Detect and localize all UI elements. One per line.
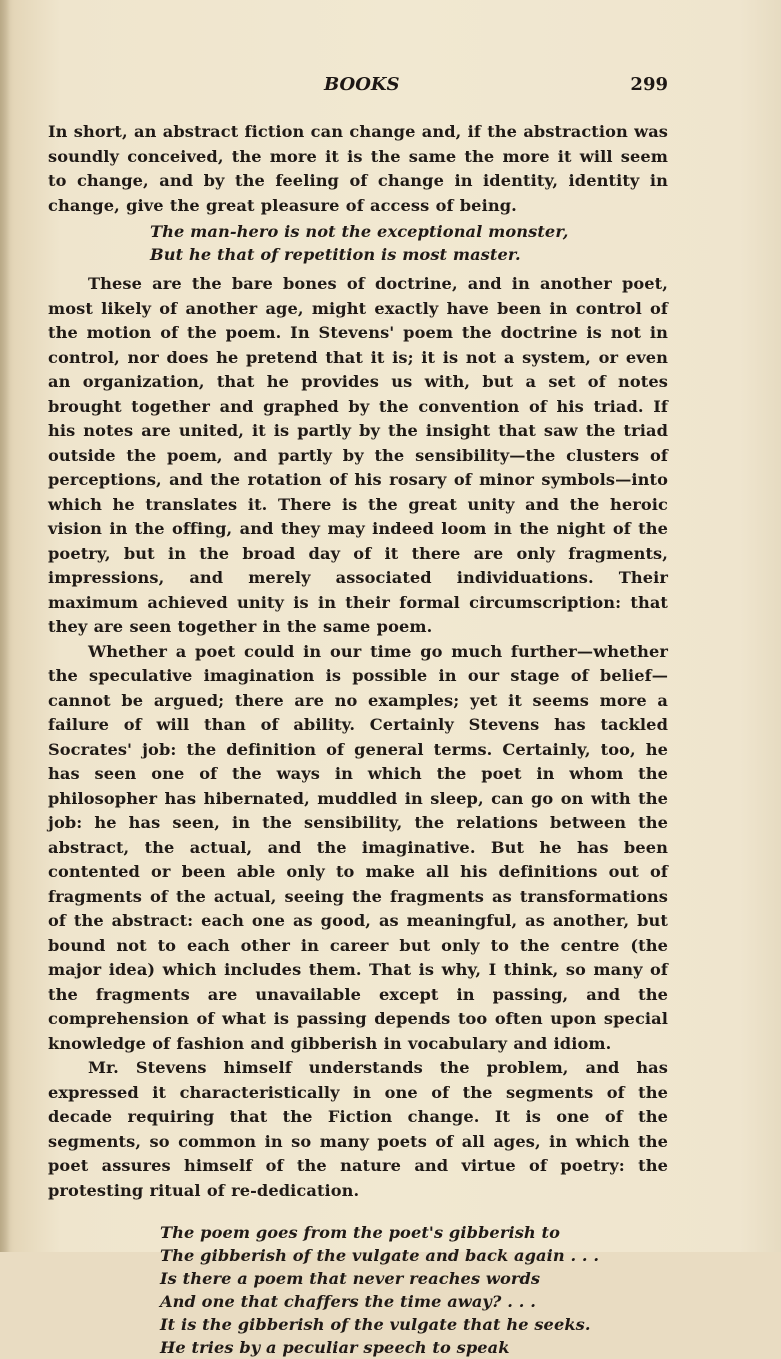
- paragraph-3: Whether a poet could in our time go much further—whether the speculative imagination is possible in our stage of belief—cannot be argued; there are no examples; yet it seems more a failure of will than of ability. Certainly Stevens has tackled Socrates' job: the definition of general terms. Certainly, too, he has seen one of the ways in which the poet in whom the philosopher has hibernated, muddled in sleep, can go on with the job: he has seen, in the sensibility, the relations between the abstract, the actual, and the imaginative. But he has been contented or been able only to make all his definitions out of fragments of the actual, seeing the fragments as transformations of the abstract: each one as good, as meaningful, as another, but bound not to each other in career but only to the centre (the major idea) which includes them. That is why, I think, so many of the fragments are unavailable except in passing, and the comprehension of what is passing depends too often upon special knowledge of fashion and gibberish in vocabulary and idiom.: [48, 641, 668, 1053]
- verse-line: The poem goes from the poet's gibberish to: [160, 1223, 560, 1242]
- verse-quote-1: [150, 220, 668, 266]
- verse-line: And one that chaffers the time away? . . .: [160, 1292, 536, 1311]
- body-text: [48, 120, 668, 1359]
- paragraph-2: These are the bare bones of doctrine, and in another poet, most likely of another age, might exactly have been in control of the motion of the poem. In Stevens' poem the doctrine is not in control, nor does he pretend that it is; it is not a system, or even an organization, that he provides us with, but a set of notes brought together and graphed by the convention of his triad. If his notes are united, it is partly by the insight that saw the triad outside the poem, and partly by the sensibility—the clusters of perceptions, and the rotation of his rosary of minor symbols—into which he translates it. There is the great unity and the heroic vision in the offing, and they may indeed loom in the night of the poetry, but in the broad day of it there are only fragments, impressions, and merely associated individuations. Their maximum achieved unity is in their formal circumscription: that they are seen together in the same poem.: [48, 274, 668, 636]
- verse-line: The man-hero is not the exceptional monster,: [150, 222, 569, 241]
- paragraph-1: In short, an abstract fiction can change and, if the abstraction was soundly conceived, the more it is the same the more it will seem to change, and by the feeling of change in identity, identity in change, give the great pleasure of access of being.: [48, 122, 668, 215]
- page-gutter-shadow: [0, 0, 10, 1252]
- verse-quote-2: [160, 1221, 668, 1359]
- verse-line: The gibberish of the vulgate and back again . . .: [160, 1246, 600, 1265]
- running-header: [48, 74, 668, 104]
- verse-line: Is there a poem that never reaches words: [160, 1269, 541, 1288]
- verse-line: But he that of repetition is most master.: [150, 245, 521, 264]
- running-title: BOOKS: [324, 74, 400, 95]
- paragraph-4: Mr. Stevens himself understands the problem, and has expressed it characteristically in one of the segments of the decade requiring that the Fiction change. It is one of the segments, so common in so many poets of all ages, in which the poet assures himself of the nature and virtue of poetry: the protesting ritual of re-dedication.: [48, 1058, 668, 1200]
- verse-line: He tries by a peculiar speech to speak: [160, 1338, 510, 1357]
- page-number: 299: [630, 74, 668, 95]
- verse-line: It is the gibberish of the vulgate that he seeks.: [160, 1315, 591, 1334]
